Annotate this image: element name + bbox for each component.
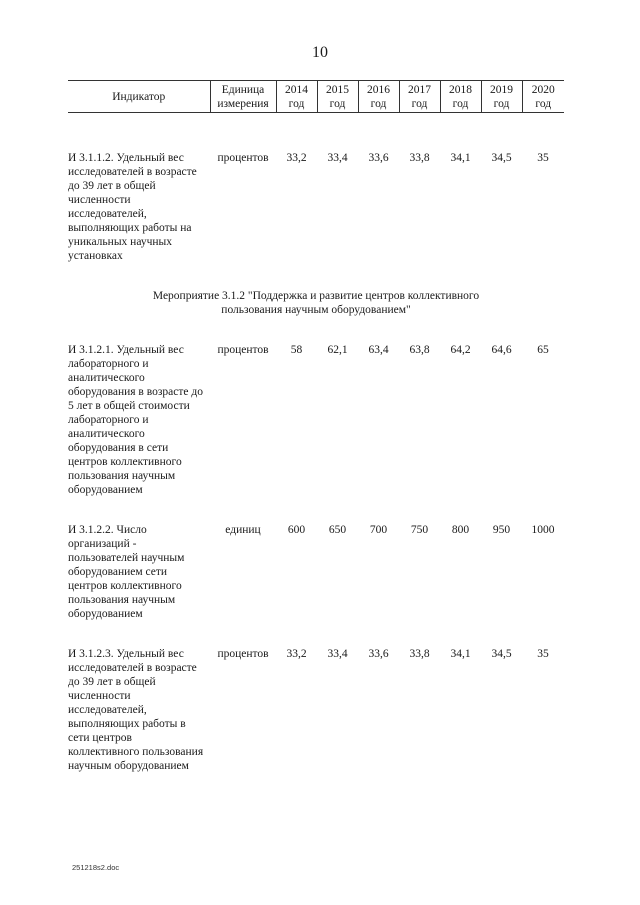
header-year-number: 2019 xyxy=(490,84,513,96)
header-unit xyxy=(210,81,276,113)
row-value-2017: 33,8 xyxy=(409,648,430,660)
row-value-2015: 33,4 xyxy=(327,648,348,660)
row-value-2018: 64,2 xyxy=(450,344,471,356)
header-year-2018 xyxy=(440,81,481,113)
header-year-word: год xyxy=(411,98,428,110)
header-year-2020 xyxy=(522,81,564,113)
row-value-2016: 33,6 xyxy=(368,152,389,164)
row-unit: процентов xyxy=(217,648,269,660)
row-value-2018: 34,1 xyxy=(450,648,471,660)
header-year-number: 2017 xyxy=(408,84,431,96)
header-year-2014 xyxy=(276,81,317,113)
section-heading-row xyxy=(68,289,564,317)
section-heading-line2: пользования научным оборудованием" xyxy=(221,304,411,316)
page-number: 10 xyxy=(312,44,328,61)
row-value-2018: 800 xyxy=(451,524,470,536)
row-unit: единиц xyxy=(225,524,261,536)
row-value-2015: 33,4 xyxy=(327,152,348,164)
table-row xyxy=(68,343,564,497)
row-value-2017: 750 xyxy=(410,524,429,536)
header-year-2015 xyxy=(317,81,358,113)
row-value-2016: 33,6 xyxy=(368,648,389,660)
indicators-table xyxy=(68,80,564,773)
row-value-2014: 58 xyxy=(290,344,303,356)
header-year-number: 2016 xyxy=(367,84,390,96)
table-header-row xyxy=(68,81,564,113)
row-value-2017: 63,8 xyxy=(409,344,430,356)
document-code: 251218s2.doc xyxy=(72,863,120,872)
header-year-word: год xyxy=(493,98,510,110)
header-indicator: Индикатор xyxy=(68,81,210,113)
row-indicator: И 3.1.2.2. Число организаций - пользователей научным оборудованием сети центров коллективного пользования научным оборудованием xyxy=(68,524,185,620)
row-value-2015: 650 xyxy=(328,524,347,536)
row-value-2014: 33,2 xyxy=(286,648,307,660)
header-year-2019 xyxy=(481,81,522,113)
header-unit-line1: Единица xyxy=(221,84,265,96)
row-value-2015: 62,1 xyxy=(327,344,348,356)
header-year-word: год xyxy=(535,98,552,110)
row-value-2018: 34,1 xyxy=(450,152,471,164)
row-spacer xyxy=(68,497,564,523)
row-indicator: И 3.1.2.1. Удельный вес лабораторного и аналитического оборудования в возрасте до 5 лет в общей стоимости лабораторного и аналитического оборудования в сети центров коллективного пользования научным оборудованием xyxy=(68,344,203,496)
header-year-number: 2014 xyxy=(285,84,308,96)
row-indicator: И 3.1.1.2. Удельный вес исследователей в возрасте до 39 лет в общей численности исследователей, выполняющих работы на уникальных научных установках xyxy=(68,152,197,262)
header-year-number: 2020 xyxy=(531,84,555,96)
section-heading-line1: Мероприятие 3.1.2 "Поддержка и развитие центров коллективного xyxy=(152,290,480,302)
row-value-2020: 1000 xyxy=(531,524,555,536)
table-row xyxy=(68,113,564,264)
row-value-2016: 63,4 xyxy=(368,344,389,356)
row-indicator: И 3.1.2.3. Удельный вес исследователей в возрасте до 39 лет в общей численности исследователей, выполняющих работы в сети центров коллективного пользования научным оборудованием xyxy=(68,648,204,772)
row-value-2020: 35 xyxy=(537,152,549,164)
header-unit-line2: измерения xyxy=(217,98,269,110)
row-spacer xyxy=(68,317,564,343)
header-year-2017 xyxy=(399,81,440,113)
row-value-2020: 65 xyxy=(537,344,549,356)
table-row xyxy=(68,523,564,621)
header-year-word: год xyxy=(452,98,469,110)
row-unit: процентов xyxy=(217,344,269,356)
header-year-number: 2015 xyxy=(326,84,349,96)
row-value-2019: 64,6 xyxy=(491,344,512,356)
header-year-word: год xyxy=(329,98,346,110)
row-value-2019: 950 xyxy=(492,524,511,536)
header-year-2016 xyxy=(358,81,399,113)
section-heading xyxy=(68,289,564,317)
row-value-2014: 33,2 xyxy=(286,152,307,164)
row-value-2019: 34,5 xyxy=(491,648,512,660)
header-year-word: год xyxy=(288,98,305,110)
header-year-number: 2018 xyxy=(449,84,472,96)
row-value-2020: 35 xyxy=(537,648,549,660)
row-value-2017: 33,8 xyxy=(409,152,430,164)
row-unit: процентов xyxy=(217,152,269,164)
row-value-2016: 700 xyxy=(369,524,388,536)
header-year-word: год xyxy=(370,98,387,110)
row-value-2014: 600 xyxy=(287,524,306,536)
row-spacer xyxy=(68,621,564,647)
row-spacer xyxy=(68,263,564,289)
table-row xyxy=(68,647,564,773)
row-value-2019: 34,5 xyxy=(491,152,512,164)
